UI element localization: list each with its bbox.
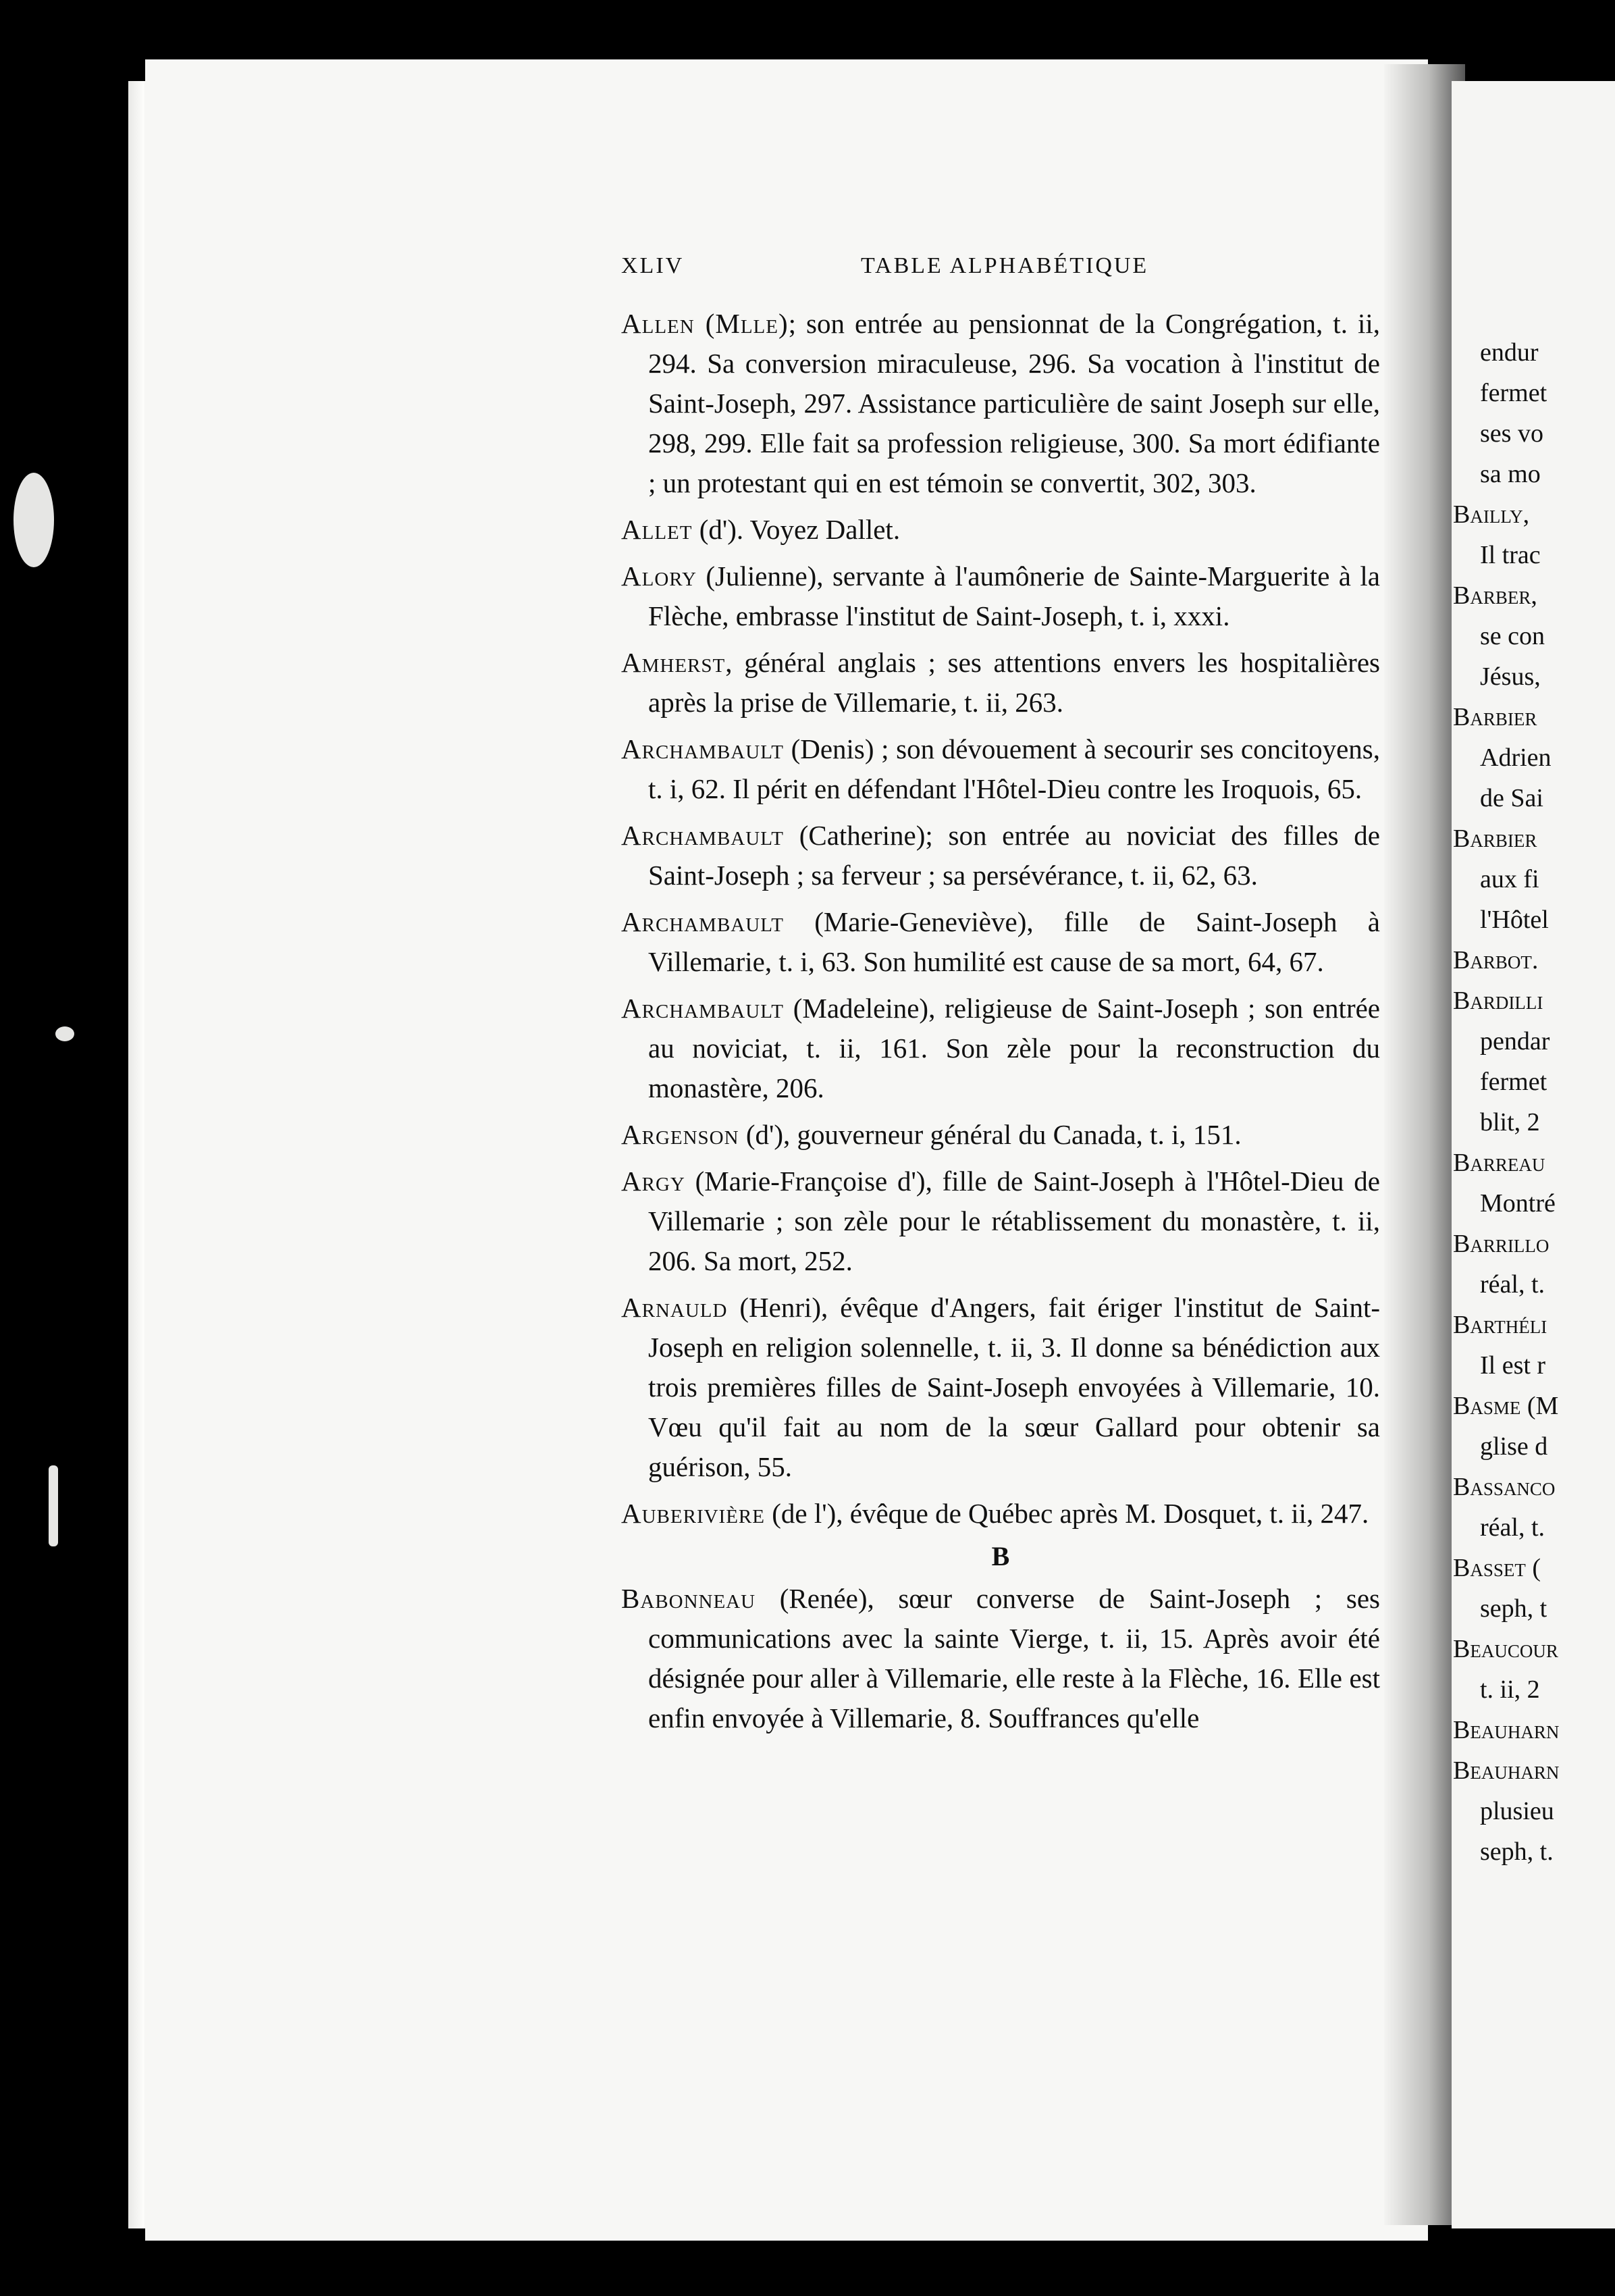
entry-headword: Auberivière <box>621 1498 765 1529</box>
entry-text: (Henri), évêque d'Angers, fait ériger l'institut de Saint-Joseph en religion solennelle, t. ii, 3. Il donne sa bénédiction aux trois premières filles de Saint-Joseph envoyées à Villemarie, 10. Vœu qu'il fait au nom de la sœur Gallard pour obtenir sa guérison, 55. <box>648 1292 1380 1482</box>
facing-line: glise d <box>1480 1432 1548 1461</box>
facing-line: Beaucour <box>1453 1635 1558 1663</box>
index-entries <box>621 304 1380 1738</box>
index-entry <box>621 1115 1380 1155</box>
page-number: XLIV <box>621 253 685 278</box>
entry-text: (Denis) ; son dévouement à secourir ses concitoyens, t. i, 62. Il périt en défendant l'Hôtel-Dieu contre les Iroquois, 65. <box>648 733 1380 804</box>
index-entry <box>621 1494 1380 1534</box>
facing-line: Bardilli <box>1453 987 1543 1015</box>
index-entry <box>621 902 1380 982</box>
facing-line: l'Hôtel <box>1480 906 1549 934</box>
facing-line: t. ii, 2 <box>1480 1675 1540 1704</box>
facing-line: Adrien <box>1480 743 1552 772</box>
facing-line: Beauharn <box>1453 1716 1560 1744</box>
entry-text: (de l'), évêque de Québec après M. Dosquet, t. ii, 247. <box>764 1498 1369 1529</box>
facing-line: Barber, <box>1453 581 1537 610</box>
facing-line: Barthéli <box>1453 1311 1547 1339</box>
entry-headword: Archambault <box>621 993 784 1024</box>
facing-line: Barbier <box>1453 703 1537 731</box>
facing-line: réal, t. <box>1480 1513 1545 1542</box>
index-entry <box>621 643 1380 723</box>
facing-line: blit, 2 <box>1480 1108 1540 1137</box>
entry-headword: Amherst <box>621 647 726 678</box>
entry-text: (Marie-Françoise d'), fille de Saint-Joseph à l'Hôtel-Dieu de Villemarie ; son zèle pour le rétablissement du monastère, t. ii, 206. Sa mort, 252. <box>648 1166 1380 1276</box>
facing-line: Beauharn <box>1453 1756 1560 1785</box>
entry-text: (Madeleine), religieuse de Saint-Joseph ; son entrée au noviciat, t. ii, 161. Son zèle pour la reconstruction du monastère, 206. <box>648 993 1380 1103</box>
facing-line: Il est r <box>1480 1351 1546 1380</box>
scan-artifact <box>49 1465 58 1546</box>
facing-line: fermet <box>1480 1068 1547 1096</box>
index-entry <box>621 816 1380 895</box>
entry-text: (d'). Voyez Dallet. <box>692 514 901 545</box>
index-entry <box>621 556 1380 636</box>
facing-line: Il trac <box>1480 541 1541 569</box>
facing-line: Bailly, <box>1453 500 1530 529</box>
entry-text: (Julienne), servante à l'aumônerie de Sainte-Marguerite à la Flèche, embrasse l'institut de Saint-Joseph, t. i, xxxi. <box>648 560 1380 631</box>
entry-text: ; son entrée au pensionnat de la Congrégation, t. ii, 294. Sa conversion miraculeuse, 296. Sa vocation à l'institut de Saint-Joseph, 297. Assistance particulière de saint Joseph sur elle, 298, 299. Elle fait sa profession religieuse, 300. Sa mort édifiante ; un protestant qui en est témoin se convertit, 302, 303. <box>648 308 1380 498</box>
entry-headword: Alory <box>621 560 697 592</box>
facing-line: se con <box>1480 622 1545 650</box>
facing-line: plusieu <box>1480 1797 1554 1825</box>
entry-headword: Argenson <box>621 1119 739 1150</box>
index-entry <box>621 1162 1380 1281</box>
index-entry <box>621 1579 1380 1738</box>
entry-headword: Argy <box>621 1166 685 1197</box>
facing-line: Barreau <box>1453 1149 1545 1177</box>
entry-headword: Allet <box>621 514 693 545</box>
facing-line: Bassanco <box>1453 1473 1556 1501</box>
entry-text: , général anglais ; ses attentions envers les hospitalières après la prise de Villemarie, t. ii, 263. <box>648 647 1380 718</box>
facing-line: Basset ( <box>1453 1554 1541 1582</box>
facing-line: Jésus, <box>1480 662 1541 691</box>
facing-line: pendar <box>1480 1027 1550 1055</box>
facing-line: sa mo <box>1480 460 1541 488</box>
entry-text: (d'), gouverneur général du Canada, t. i, 151. <box>739 1119 1242 1150</box>
facing-line: Barbot. <box>1453 946 1539 974</box>
entry-headword: Allen (Mlle) <box>621 308 789 339</box>
facing-line: endur <box>1480 338 1539 367</box>
entry-text: (Catherine); son entrée au noviciat des filles de Saint-Joseph ; sa ferveur ; sa persévérance, t. ii, 62, 63. <box>648 820 1380 891</box>
running-head: TABLE ALPHABÉTIQUE <box>861 253 1149 278</box>
index-entry <box>621 989 1380 1108</box>
section-letter-b: B <box>991 1541 1010 1571</box>
facing-line: seph, t. <box>1480 1837 1554 1866</box>
facing-line: réal, t. <box>1480 1270 1545 1299</box>
entry-headword: Archambault <box>621 733 784 764</box>
scan-artifact <box>55 1026 74 1041</box>
index-entry <box>621 304 1380 503</box>
facing-line: de Sai <box>1480 784 1543 812</box>
scan-artifact <box>14 473 54 567</box>
entry-text: (Renée), sœur converse de Saint-Joseph ; ses communications avec la sainte Vierge, t. ii, 15. Après avoir été désignée pour aller à Villemarie, elle reste à la Flèche, 16. Elle est enfin envoyée à Villemarie, 8. Souffrances qu'elle <box>648 1583 1380 1733</box>
entry-headword: Archambault <box>621 820 784 851</box>
facing-line: seph, t <box>1480 1594 1547 1623</box>
entry-headword: Archambault <box>621 906 784 937</box>
facing-line: Basme (M <box>1453 1392 1559 1420</box>
facing-line: Barbier <box>1453 825 1537 853</box>
entry-headword: Arnauld <box>621 1292 728 1323</box>
index-entry <box>621 1288 1380 1487</box>
entry-text: (Marie-Geneviève), fille de Saint-Joseph à Villemarie, t. i, 63. Son humilité est cause de sa mort, 64, 67. <box>648 906 1380 977</box>
facing-line: ses vo <box>1480 419 1543 448</box>
facing-line: fermet <box>1480 379 1547 407</box>
index-entry <box>621 729 1380 809</box>
index-entry <box>621 510 1380 550</box>
facing-line: Montré <box>1480 1189 1556 1218</box>
facing-page-fragment <box>1452 81 1615 2228</box>
entry-headword: Babonneau <box>621 1583 756 1614</box>
facing-line: Barrillo <box>1453 1230 1550 1258</box>
facing-line: aux fi <box>1480 865 1539 893</box>
